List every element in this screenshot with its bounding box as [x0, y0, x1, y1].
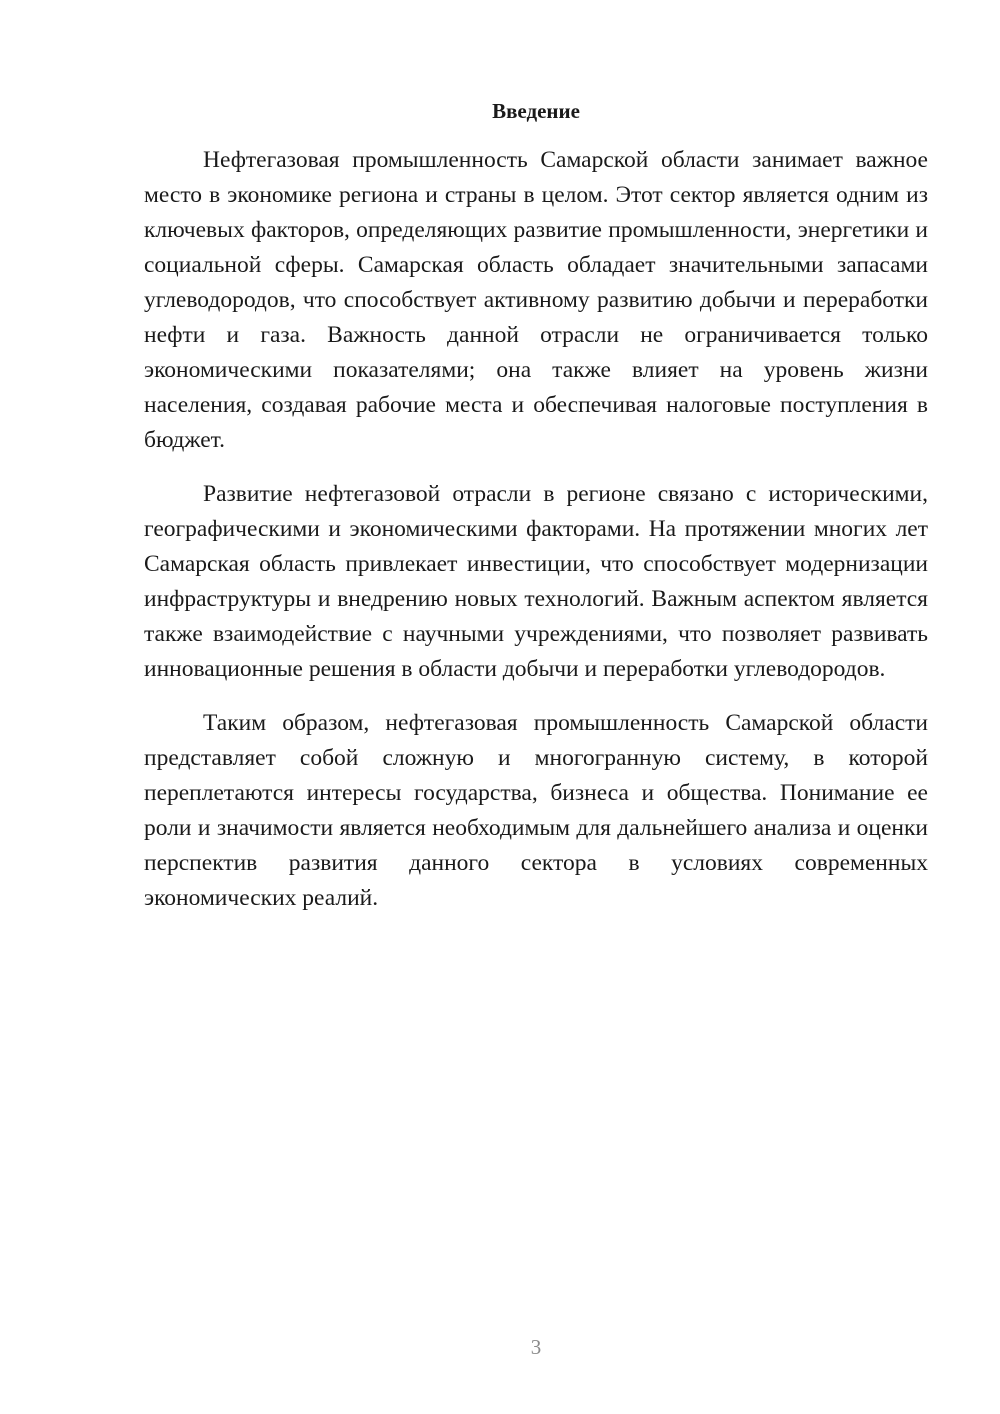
body-text: [144, 143, 928, 935]
section-title: Введение: [492, 99, 580, 123]
paragraph-2: Развитие нефтегазовой отрасли в регионе связано с историческими, географическими и экономическими факторами. На протяжении многих лет Самарская область привлекает инвестиции, что способствует модернизации инфраструктуры и внедрению новых технологий. Важным аспектом является также взаимодействие с научными учреждениями, что позволяет развивать инновационные решения в области добычи и переработки углеводородов.: [144, 481, 928, 682]
page-number: 3: [530, 1335, 542, 1359]
paragraph-1: Нефтегазовая промышленность Самарской области занимает важное место в экономике региона и страны в целом. Этот сектор является одним из ключевых факторов, определяющих развитие промышленности, энергетики и социальной сферы. Самарская область обладает значительными запасами углеводородов, что способствует активному развитию добычи и переработки нефти и газа. Важность данной отрасли не ограничивается только экономическими показателями; она также влияет на уровень жизни населения, создавая рабочие места и обеспечивая налоговые поступления в бюджет.: [144, 147, 928, 453]
paragraph-3: Таким образом, нефтегазовая промышленность Самарской области представляет собой сложную и многогранную систему, в которой переплетаются интересы государства, бизнеса и общества. Понимание ее роли и значимости является необходимым для дальнейшего анализа и оценки перспектив развития данного сектора в условиях современных экономических реалий.: [144, 710, 928, 911]
